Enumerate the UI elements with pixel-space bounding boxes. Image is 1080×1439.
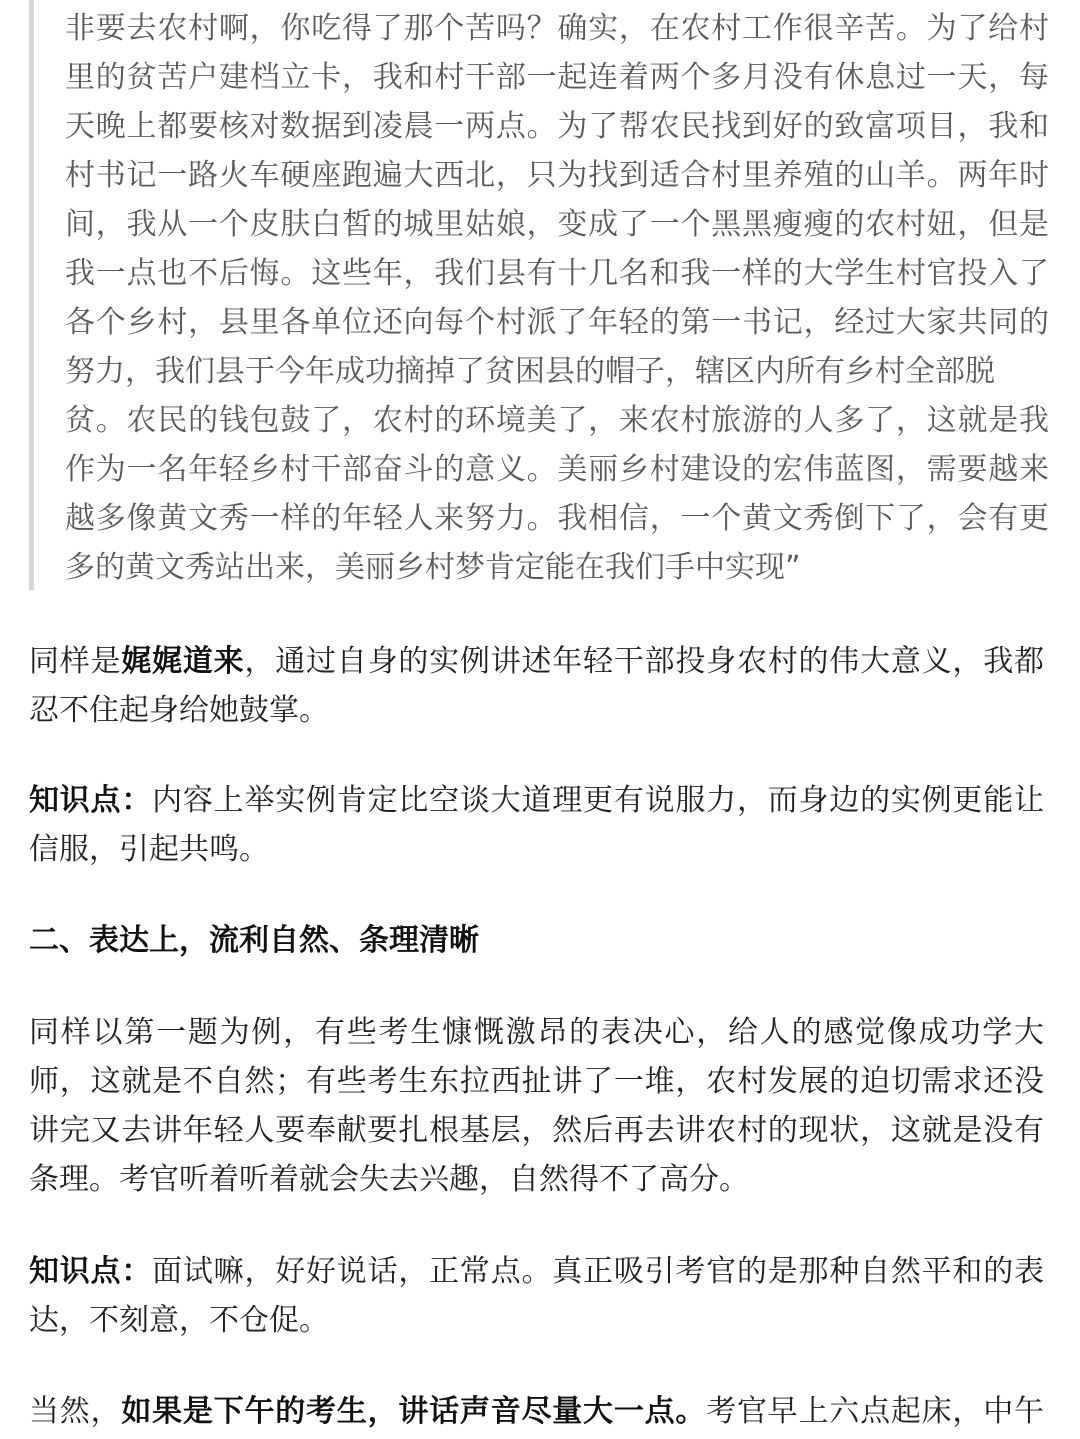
bold-phrase: 如果是下午的考生，讲话声音尽量大一点。 <box>121 1394 707 1429</box>
paragraph-knowledge-point-1 <box>29 776 1044 874</box>
paragraph-line: 达，不刻意，不仓促。 <box>29 1303 329 1338</box>
paragraph-line: 忍不住起身给她鼓掌。 <box>29 693 329 728</box>
quote-line: 里的贫苦户建档立卡，我和村干部一起连着两个多月没有休息过一天，每 <box>65 60 1049 95</box>
paragraph-line <box>29 1247 1044 1296</box>
quote-line: 村书记一路火车硬座跑遍大西北，只为找到适合村里养殖的山羊。两年时 <box>65 158 1049 193</box>
paragraph-afternoon <box>29 1387 1044 1436</box>
blockquote <box>29 0 1049 590</box>
quote-line: 间，我从一个皮肤白皙的城里姑娘，变成了一个黑黑瘦瘦的农村妞，但是 <box>65 207 1049 242</box>
paragraph-line: 同样以第一题为例，有些考生慷慨激昂的表决心，给人的感觉像成功学大 <box>29 1015 1044 1050</box>
quote-line: 非要去农村啊，你吃得了那个苦吗？确实，在农村工作很辛苦。为了给村 <box>65 11 1049 46</box>
quote-line: 天晚上都要核对数据到凌晨一两点。为了帮农民找到好的致富项目，我和 <box>65 109 1049 144</box>
paragraph-line <box>29 637 1044 686</box>
quote-line: 多的黄文秀站出来，美丽乡村梦肯定能在我们手中实现” <box>65 550 801 585</box>
bold-phrase: 娓娓道来 <box>121 644 245 679</box>
paragraph-line: 信服，引起共鸣。 <box>29 832 269 867</box>
paragraph-applause <box>29 637 1044 735</box>
quote-line: 各个乡村，县里各单位还向每个村派了年轻的第一书记，经过大家共同的 <box>65 305 1049 340</box>
paragraph-line: 条理。考官听着听着就会失去兴趣，自然得不了高分。 <box>29 1162 749 1197</box>
paragraph-knowledge-point-2 <box>29 1247 1044 1345</box>
paragraph-line: 讲完又去讲年轻人要奉献要扎根基层，然后再去讲农村的现状，这就是没有 <box>29 1113 1044 1148</box>
text-segment: 同样是 <box>29 644 122 679</box>
quote-line: 作为一名年轻乡村干部奋斗的意义。美丽乡村建设的宏伟蓝图，需要越来 <box>65 452 1049 487</box>
section-heading: 二、表达上，流利自然、条理清晰 <box>29 923 479 958</box>
text-segment: 面试嘛，好好说话，正常点。真正吸引考官的是那种自然平和的表 <box>152 1254 1044 1289</box>
knowledge-label: 知识点： <box>29 783 153 818</box>
text-segment: 当然， <box>29 1394 122 1429</box>
quote-line: 越多像黄文秀一样的年轻人来努力。我相信，一个黄文秀倒下了，会有更 <box>65 501 1049 536</box>
quote-line: 努力，我们县于今年成功摘掉了贫困县的帽子，辖区内所有乡村全部脱 <box>65 354 995 389</box>
knowledge-label: 知识点： <box>29 1254 153 1289</box>
paragraph-line <box>29 1387 1044 1436</box>
quote-line: 我一点也不后悔。这些年，我们县有十几名和我一样的大学生村官投入了 <box>65 256 1049 291</box>
paragraph-line <box>29 776 1044 825</box>
text-segment: ，通过自身的实例讲述年轻干部投身农村的伟大意义，我都 <box>244 644 1044 679</box>
text-segment: 考官早上六点起床，中午 <box>706 1394 1044 1429</box>
text-segment: 内容上举实例肯定比空谈大道理更有说服力，而身边的实例更能让 <box>152 783 1044 818</box>
quote-line: 贫。农民的钱包鼓了，农村的环境美了，来农村旅游的人多了，这就是我 <box>65 403 1049 438</box>
paragraph-line: 师，这就是不自然；有些考生东拉西扯讲了一堆，农村发展的迫切需求还没 <box>29 1064 1044 1099</box>
paragraph-example <box>29 1008 1044 1204</box>
